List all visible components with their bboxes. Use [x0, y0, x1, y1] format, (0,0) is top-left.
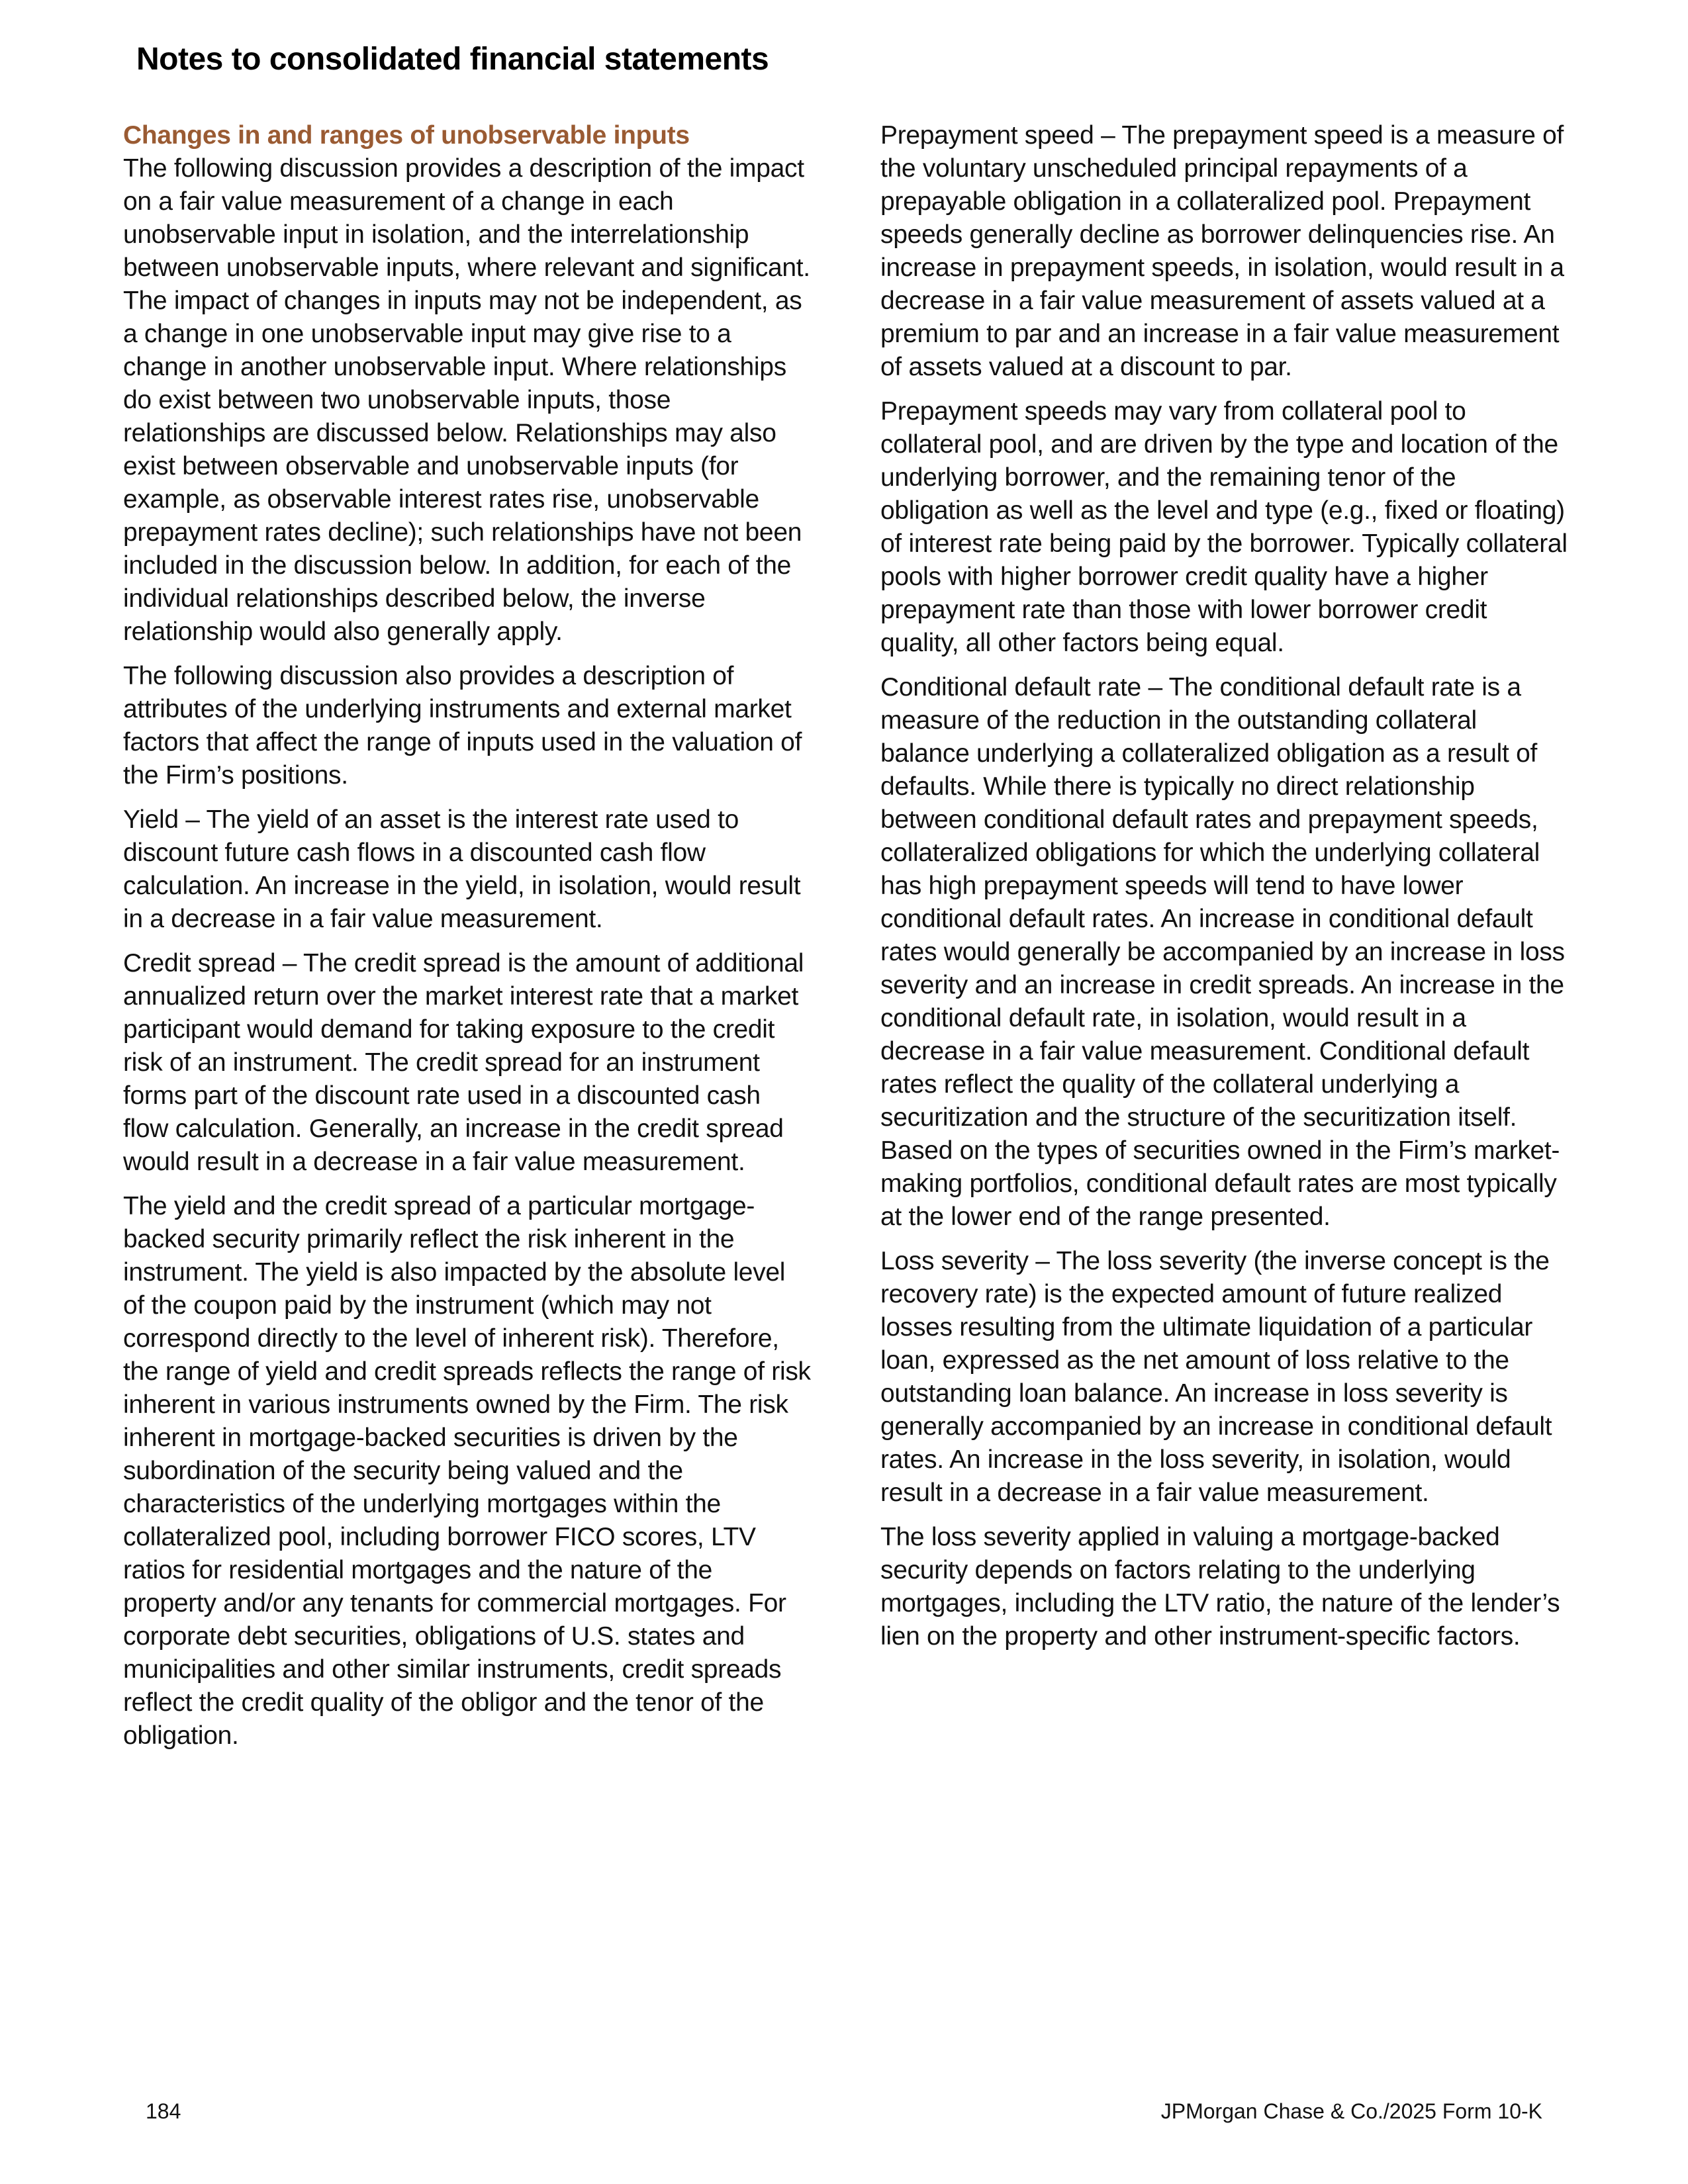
paragraph-credit-spread: Credit spread – The credit spread is the amount of additional annualized return over the market interest rate that a market participant would demand for taking exposure to the credit risk of an instrument. The credit spread for an instrument forms part of the discount rate used in a discounted cash flow calculation. Generally, an increase in the credit spread would result in a decrease in a fair value measurement. — [123, 949, 804, 1176]
left-column — [123, 119, 812, 1764]
paragraph-yield: Yield – The yield of an asset is the interest rate used to discount future cash flows in a discounted cash flow calculation. An increase in the yield, in isolation, would result in a decrease in a fair value measurement. — [123, 805, 801, 933]
paragraph-prepayment-speed: Prepayment speed – The prepayment speed is a measure of the voluntary unscheduled principal repayments of a prepayable obligation in a collateralized pool. Prepayment speeds generally decline as borrower delinquencies rise. An increase in prepayment speeds, in isolation, would result in a decrease in a fair value measurement of assets valued at a premium to par and an increase in a fair value measurement of assets valued at a discount to par. — [880, 121, 1564, 381]
paragraph-loss-severity: Loss severity – The loss severity (the inverse concept is the recovery rate) is the expected amount of future realized losses resulting from the ultimate liquidation of a particular loan, expressed as the net amount of loss relative to the outstanding loan balance. An increase in loss severity is generally accompanied by an increase in conditional default rates. An increase in the loss severity, in isolation, would result in a decrease in a fair value measurement. — [880, 1247, 1552, 1507]
right-column — [880, 119, 1569, 1664]
paragraph-prepayment-speed-variation: Prepayment speeds may vary from collateral pool to collateral pool, and are driven by the type and location of the underlying borrower, and the remaining tenor of the obligation as well as the level and type (e.g., fixed or floating) of interest rate being paid by the borrower. Typically collateral pools with higher borrower credit quality have a higher prepayment rate than those with lower borrower credit quality, all other factors being equal. — [880, 397, 1568, 657]
footer-source: JPMorgan Chase & Co./2025 Form 10-K — [1160, 2099, 1542, 2123]
paragraph-yield-and-credit-spread-mbs: The yield and the credit spread of a particular mortgage-backed security primarily reflect the risk inherent in the instrument. The yield is also impacted by the absolute level of the coupon paid by the instrument (which may not correspond directly to the level of inherent risk). Therefore, the range of yield and credit spreads reflects the range of risk inherent in various instruments owned by the Firm. The risk inherent in mortgage-backed securities is driven by the subordination of the security being valued and the characteristics of the underlying mortgages within the collateralized pool, including borrower FICO scores, LTV ratios for residential mortgages and the nature of the property and/or any tenants for commercial mortgages. For corporate debt securities, obligations of U.S. states and municipalities and other similar instruments, credit spreads reflect the credit quality of the obligor and the tenor of the obligation. — [123, 1192, 811, 1750]
page-number: 184 — [146, 2099, 181, 2123]
paragraph-unobservable-inputs-intro: The following discussion provides a description of the impact on a fair value measurement of a change in each unobservable input in isolation, and the interrelationship between unobservable inputs, where relevant and significant. The impact of changes in inputs may not be independent, as a change in one unobservable input may give rise to a change in another unobservable input. Where relationships do exist between two unobservable inputs, those relationships are discussed below. Relationships may also exist between observable and unobservable inputs (for example, as observable interest rates rise, unobservable prepayment rates decline); such relationships have not been included in the discussion below. In addition, for each of the individual relationships described below, the inverse relationship would also generally apply. — [123, 154, 810, 646]
paragraph-loss-severity-mbs: The loss severity applied in valuing a mortgage-backed security depends on factors relating to the underlying mortgages, including the LTV ratio, the nature of the lender’s lien on the property and other instrument-specific factors. — [880, 1523, 1560, 1651]
paragraph-conditional-default-rate: Conditional default rate – The conditional default rate is a measure of the reduction in the outstanding collateral balance underlying a collateralized obligation as a result of defaults. While there is typically no direct relationship between conditional default rates and prepayment speeds, collateralized obligations for which the underlying collateral has high prepayment speeds will tend to have lower conditional default rates. An increase in conditional default rates would generally be accompanied by an increase in loss severity and an increase in credit spreads. An increase in the conditional default rate, in isolation, would result in a decrease in a fair value measurement. Conditional default rates reflect the quality of the collateral underlying a securitization and the structure of the securitization itself. Based on the types of securities owned in the Firm’s market-making portfolios, conditional default rates are most typically at the lower end of the range presented. — [880, 673, 1565, 1231]
paragraph-attributes-description: The following discussion also provides a description of attributes of the underlying instruments and external market factors that affect the range of inputs used in the valuation of the Firm’s positions. — [123, 662, 802, 790]
section-heading: Changes in and ranges of unobservable inputs — [123, 121, 690, 150]
page-title: Notes to consolidated financial statements — [136, 42, 769, 77]
